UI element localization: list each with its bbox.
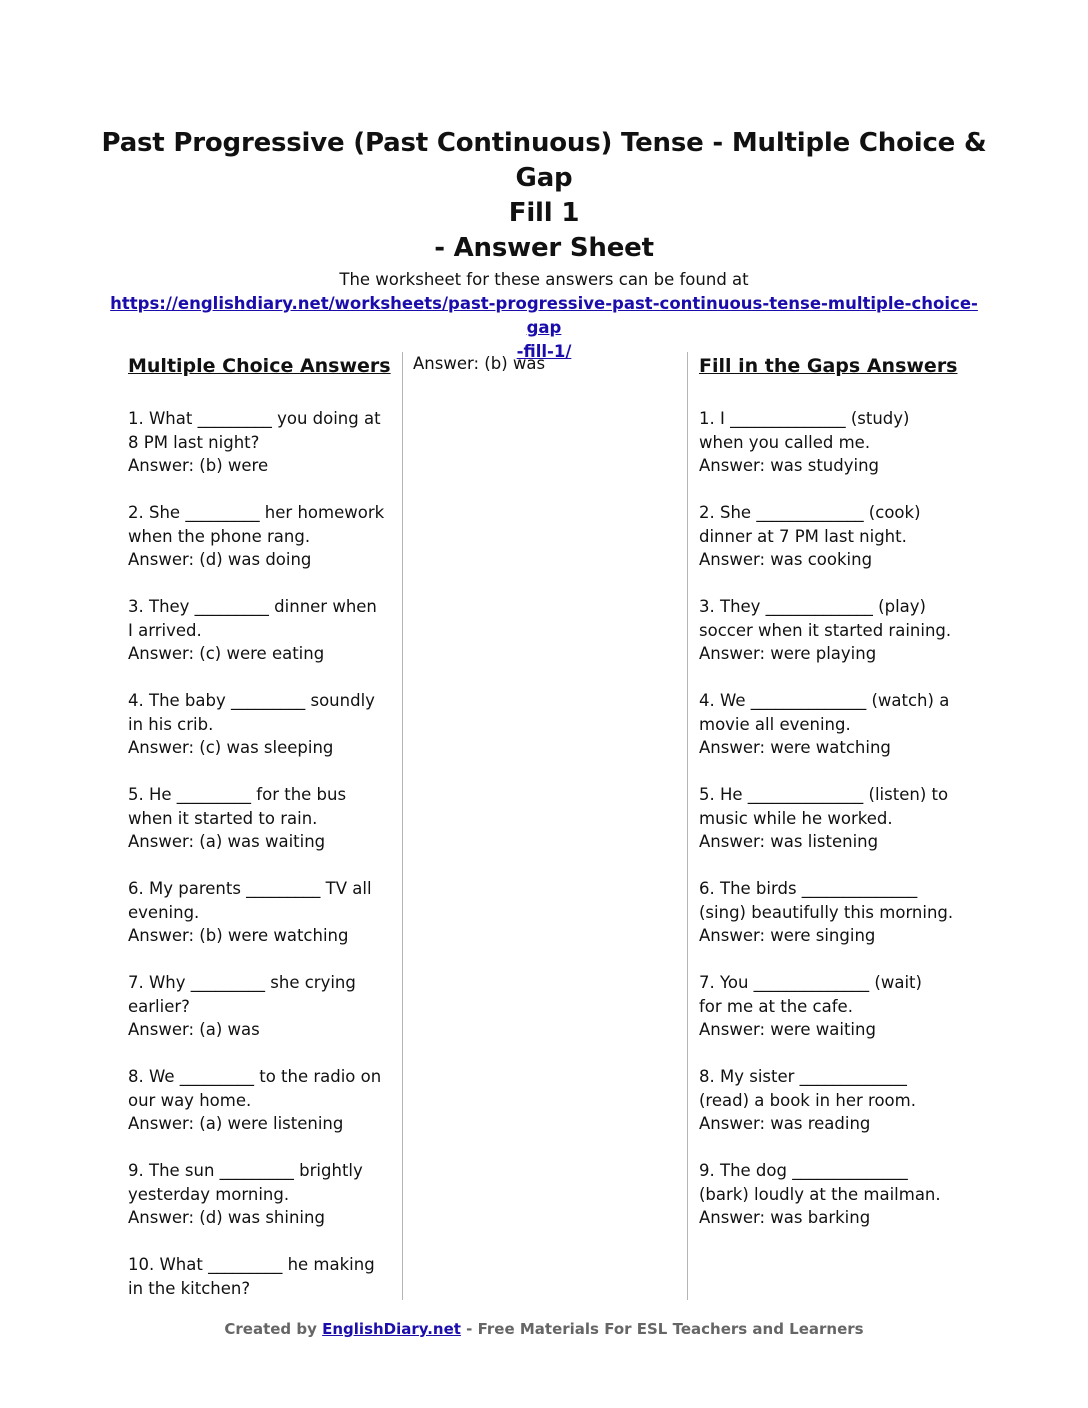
question-line: 4. The baby _________ soundly bbox=[128, 691, 375, 710]
question-line: 9. The sun _________ brightly bbox=[128, 1161, 363, 1180]
list-item bbox=[128, 1253, 396, 1300]
list-item bbox=[128, 407, 396, 478]
list-item bbox=[699, 1065, 969, 1136]
question-line: 6. The birds ______________ bbox=[699, 879, 918, 898]
answer-line: Answer: were waiting bbox=[699, 1020, 876, 1039]
multiple-choice-column bbox=[128, 352, 396, 1324]
question-line: for me at the cafe. bbox=[699, 996, 853, 1016]
multiple-choice-title: Multiple Choice Answers bbox=[128, 355, 391, 377]
answer-line: Answer: (b) were bbox=[128, 456, 269, 475]
title-line: Fill 1 bbox=[508, 198, 580, 228]
question-line: 5. He _________ for the bus bbox=[128, 785, 347, 804]
continued-column bbox=[413, 352, 673, 376]
question-line: yesterday morning. bbox=[128, 1184, 290, 1204]
question-line: 1. What _________ you doing at bbox=[128, 409, 381, 428]
page-header bbox=[100, 126, 988, 364]
list-item bbox=[699, 971, 969, 1042]
footer-prefix: Created by bbox=[224, 1320, 323, 1338]
footer-suffix: - Free Materials For ESL Teachers and Learners bbox=[460, 1320, 864, 1338]
list-item bbox=[128, 501, 396, 572]
answer-line: Answer: was barking bbox=[699, 1208, 871, 1227]
question-line: 2. She _________ her homework bbox=[128, 503, 385, 522]
list-item bbox=[699, 783, 969, 854]
question-line: evening. bbox=[128, 902, 200, 922]
list-item bbox=[699, 501, 969, 572]
intro-text: The worksheet for these answers can be found at bbox=[339, 270, 749, 289]
column-divider bbox=[402, 352, 403, 1300]
fill-gaps-column bbox=[699, 352, 969, 1253]
list-item bbox=[128, 1159, 396, 1230]
list-item bbox=[699, 877, 969, 948]
footer-brand-link[interactable]: EnglishDiary.net bbox=[322, 1320, 461, 1338]
list-item bbox=[128, 783, 396, 854]
list-item bbox=[699, 407, 969, 478]
answer-line: Answer: (c) were eating bbox=[128, 644, 325, 663]
list-item bbox=[128, 689, 396, 760]
page-title bbox=[100, 126, 988, 266]
column-divider bbox=[687, 352, 688, 1300]
answer-line: Answer: (a) was waiting bbox=[128, 832, 326, 851]
answer-line: Answer: was reading bbox=[699, 1114, 871, 1133]
question-line: 9. The dog ______________ bbox=[699, 1161, 908, 1180]
answer-line: Answer: (c) was sleeping bbox=[128, 738, 334, 757]
question-line: (bark) loudly at the mailman. bbox=[699, 1184, 941, 1204]
fill-gaps-title: Fill in the Gaps Answers bbox=[699, 355, 958, 377]
question-line: 3. They _________ dinner when bbox=[128, 597, 377, 616]
question-line: our way home. bbox=[128, 1090, 252, 1110]
question-line: soccer when it started raining. bbox=[699, 620, 952, 640]
answer-line: Answer: (a) was bbox=[128, 1020, 260, 1039]
question-line: when it started to rain. bbox=[128, 808, 318, 828]
question-line: 1. I ______________ (study) bbox=[699, 409, 910, 428]
list-item bbox=[128, 971, 396, 1042]
question-line: 3. They _____________ (play) bbox=[699, 597, 926, 616]
question-line: in the kitchen? bbox=[128, 1278, 251, 1298]
question-line: 5. He ______________ (listen) to bbox=[699, 785, 949, 804]
answer-line: Answer: was studying bbox=[699, 456, 880, 475]
question-line: 7. Why _________ she crying bbox=[128, 973, 356, 992]
question-line: movie all evening. bbox=[699, 714, 851, 734]
question-line: (read) a book in her room. bbox=[699, 1090, 916, 1110]
question-line: 8. We _________ to the radio on bbox=[128, 1067, 382, 1086]
worksheet-link-line: -fill-1/ bbox=[516, 342, 572, 361]
answer-line: Answer: (b) was bbox=[413, 354, 546, 373]
question-line: when the phone rang. bbox=[128, 526, 311, 546]
list-item bbox=[128, 877, 396, 948]
question-line: 4. We ______________ (watch) a bbox=[699, 691, 950, 710]
question-line: earlier? bbox=[128, 996, 190, 1016]
question-line: dinner at 7 PM last night. bbox=[699, 526, 907, 546]
question-line: 7. You ______________ (wait) bbox=[699, 973, 922, 992]
answer-line: Answer: was cooking bbox=[699, 550, 873, 569]
list-item bbox=[699, 689, 969, 760]
question-line: 8 PM last night? bbox=[128, 432, 260, 452]
worksheet-link-line: https://englishdiary.net/worksheets/past-progressive-past-continuous-tense-multiple-choice-gap bbox=[110, 294, 978, 337]
list-item bbox=[128, 595, 396, 666]
question-line: 10. What _________ he making bbox=[128, 1255, 375, 1274]
title-line: - Answer Sheet bbox=[434, 233, 654, 263]
answer-line: Answer: (d) was shining bbox=[128, 1208, 325, 1227]
answer-line: Answer: were singing bbox=[699, 926, 876, 945]
question-line: I arrived. bbox=[128, 620, 202, 640]
list-item bbox=[699, 1159, 969, 1230]
answer-line: Answer: (b) were watching bbox=[128, 926, 349, 945]
answer-line: Answer: were watching bbox=[699, 738, 891, 757]
page-footer bbox=[0, 1320, 1088, 1338]
question-line: when you called me. bbox=[699, 432, 871, 452]
question-line: in his crib. bbox=[128, 714, 214, 734]
answer-line: Answer: (a) were listening bbox=[128, 1114, 344, 1133]
question-line: 8. My sister _____________ bbox=[699, 1067, 907, 1086]
answer-line: Answer: were playing bbox=[699, 644, 877, 663]
title-line: Past Progressive (Past Continuous) Tense - Multiple Choice & Gap bbox=[101, 128, 987, 193]
question-line: 2. She _____________ (cook) bbox=[699, 503, 921, 522]
question-line: music while he worked. bbox=[699, 808, 893, 828]
list-item bbox=[128, 1065, 396, 1136]
question-line: (sing) beautifully this morning. bbox=[699, 902, 954, 922]
answer-line: Answer: (d) was doing bbox=[128, 550, 312, 569]
answer-line: Answer: was listening bbox=[699, 832, 879, 851]
question-line: 6. My parents _________ TV all bbox=[128, 879, 372, 898]
list-item bbox=[699, 595, 969, 666]
